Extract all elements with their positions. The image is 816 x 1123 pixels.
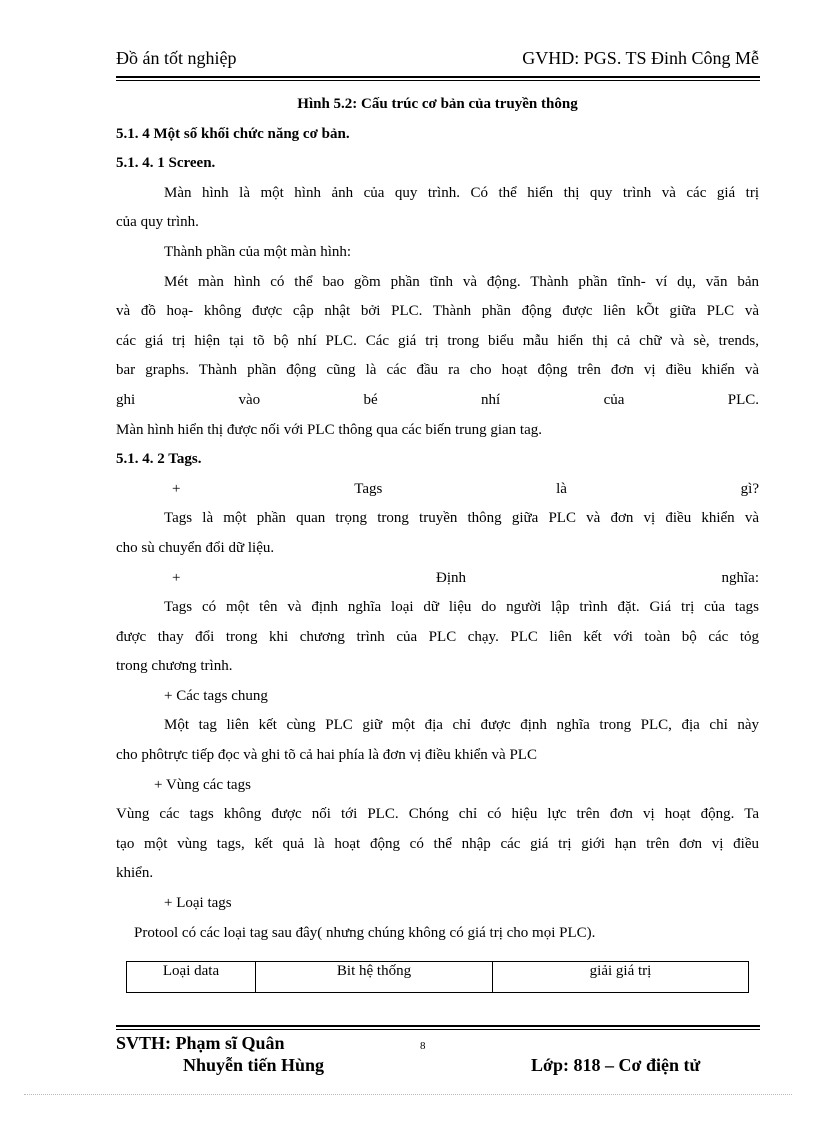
paragraph-line: Màn hình hiển thị được nối với PLC thông qua các biến trung gian tag. [116, 421, 543, 438]
word: bé [363, 391, 378, 408]
subheading-tag-areas: + Vùng các tags [154, 776, 251, 793]
header-rule-thin [116, 80, 760, 81]
footer-student-2: Nhuyễn tiến Hùng [183, 1055, 325, 1075]
subheading-common-tags: + Các tags chung [164, 687, 268, 704]
paragraph-line: Protool có các loại tag sau đây( nhưng chúng không có giá trị cho mọi PLC). [134, 924, 596, 941]
figure-caption: Hình 5.2: Cấu trúc cơ bản của truyền thông [297, 96, 578, 112]
paragraph-line: khiển. [116, 865, 154, 882]
paragraph-line: cho phôtrực tiếp đọc và ghi tõ cả hai phía là đơn vị điều khiển và PLC [116, 747, 537, 764]
footer-class: Lớp: 818 – Cơ điện tử [531, 1055, 701, 1075]
paragraph-line: Một tag liên kết cùng PLC giữ một địa chỉ được định nghĩa trong PLC, địa chỉ này [164, 717, 759, 734]
header-rule-thick [116, 76, 760, 78]
table-header-cell: giải giá trị [493, 962, 749, 993]
heading-5-1-4-2: 5.1. 4. 2 Tags. [116, 451, 202, 468]
word: + [172, 569, 181, 586]
word: của [603, 391, 625, 408]
heading-5-1-4-1: 5.1. 4. 1 Screen. [116, 155, 216, 172]
header-right: GVHD: PGS. TS Đinh Công Mễ [522, 48, 759, 68]
table-header-cell: Bit hệ thống [256, 962, 493, 993]
footer-student-1: SVTH: Phạm sĩ Quân [116, 1033, 285, 1053]
paragraph-line: cho sù chuyển đổi dữ liệu. [116, 539, 275, 556]
paragraph-line: Tags có một tên và định nghĩa loại dữ liệu do người lập trình đặt. Giá trị của tags [164, 599, 759, 616]
paragraph-line: Mét màn hình có thể bao gồm phần tĩnh và động. Thành phần tĩnh- ví dụ, văn bản [164, 273, 759, 290]
paragraph-line: bar graphs. Thành phần động cũng là các đầu ra cho hoạt động trên đơn vị điều khiển và [116, 362, 759, 379]
document-body [116, 90, 759, 948]
word: vào [238, 391, 261, 408]
paragraph-line: được thay đổi trong khi chương trình của PLC chạy. PLC liên kết với toàn bộ các tỏg [116, 628, 759, 645]
page-bottom-dotted-rule [24, 1094, 792, 1095]
paragraph-line: tạo một vùng tags, kết quả là hoạt động có thể nhập các giá trị giới hạn trên đơn vị điều [116, 835, 759, 852]
word: PLC. [727, 391, 759, 408]
paragraph-line: Thành phần của một màn hình: [164, 243, 352, 260]
page-number: 8 [420, 1040, 426, 1052]
paragraph-line: trong chương trình. [116, 658, 233, 675]
table-header-cell: Loại data [127, 962, 256, 993]
paragraph-line: Màn hình là một hình ảnh của quy trình. Có thể hiển thị quy trình và các giá trị [164, 184, 759, 201]
subheading-tag-types: + Loại tags [164, 895, 232, 912]
paragraph-line: các giá trị hiện tại tõ bộ nhí PLC. Các giá trị trong biểu mẫu hiển thị cả chữ và sè, trends, [116, 332, 759, 349]
footer-rule-thick [116, 1025, 760, 1027]
word: + [172, 480, 181, 497]
word: nhí [481, 391, 501, 408]
word: Định [435, 569, 466, 586]
word: gì? [740, 480, 759, 497]
header-left: Đồ án tốt nghiệp [116, 48, 237, 68]
paragraph-line: và đồ hoạ- không được cập nhật bởi PLC. Thành phần động được liên kÕt giữa PLC và [116, 303, 759, 320]
word: Tags [354, 480, 383, 497]
table-row [127, 962, 749, 993]
word: ghi [116, 391, 136, 408]
word: là [556, 480, 567, 497]
spread-line [116, 386, 759, 416]
footer-rule-thin [116, 1029, 760, 1030]
question-line [116, 475, 759, 505]
word: nghĩa: [721, 569, 759, 586]
paragraph-line: Vùng các tags không được nối tới PLC. Chóng chỉ có hiệu lực trên đơn vị hoạt động. Ta [116, 806, 759, 823]
question-line [116, 564, 759, 594]
paragraph-line: của quy trình. [116, 214, 199, 231]
paragraph-line: Tags là một phần quan trọng trong truyền thông giữa PLC và đơn vị điều khiển và [164, 510, 759, 527]
heading-5-1-4: 5.1. 4 Một số khối chức năng cơ bản. [116, 125, 350, 142]
tag-types-table [126, 961, 749, 993]
